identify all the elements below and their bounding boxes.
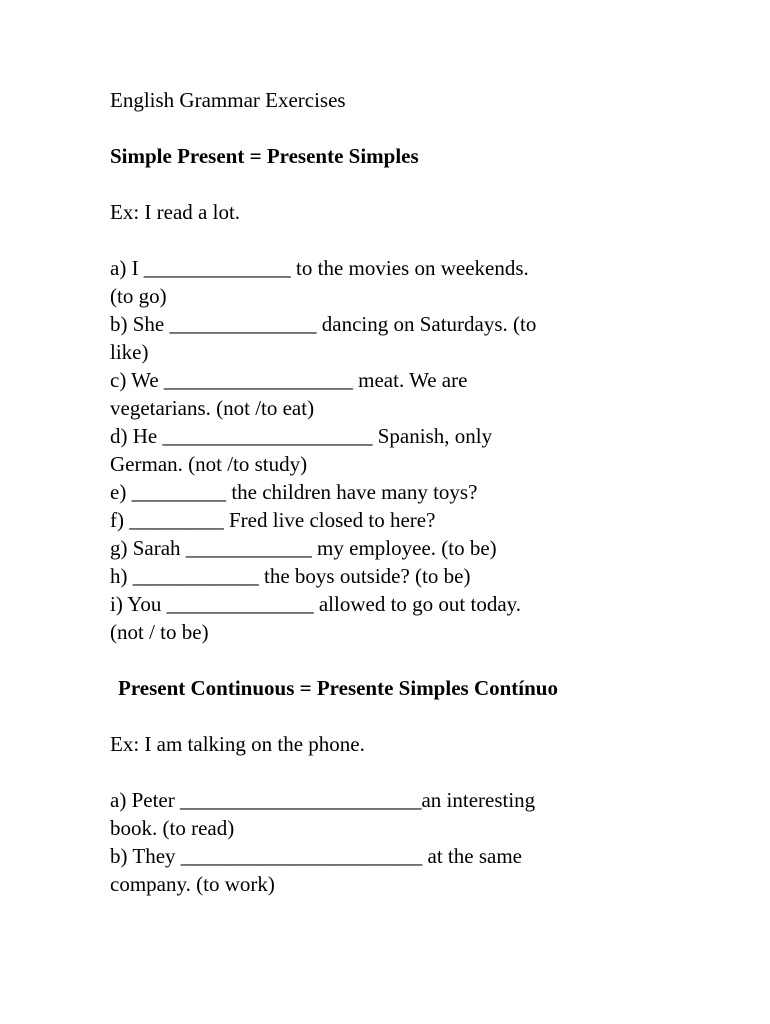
spacer xyxy=(110,758,670,786)
exercise-line: h) ____________ the boys outside? (to be) xyxy=(110,564,471,588)
exercise-line: (to go) xyxy=(110,284,167,308)
exercise-list-present-continuous xyxy=(110,786,670,898)
exercise-list-simple-present xyxy=(110,254,670,646)
spacer xyxy=(110,646,670,674)
exercise-line: (not / to be) xyxy=(110,620,209,644)
worksheet-page xyxy=(110,86,670,898)
exercise-line: b) They _______________________ at the same xyxy=(110,844,522,868)
exercise-line: company. (to work) xyxy=(110,872,275,896)
spacer xyxy=(110,702,670,730)
spacer xyxy=(110,226,670,254)
exercise-line: b) She ______________ dancing on Saturdays. (to xyxy=(110,312,537,336)
example-present-continuous: Ex: I am talking on the phone. xyxy=(110,732,365,756)
exercise-line: d) He ____________________ Spanish, only xyxy=(110,424,493,448)
spacer xyxy=(110,170,670,198)
exercise-line: a) Peter _______________________an interesting xyxy=(110,788,536,812)
exercise-line: vegetarians. (not /to eat) xyxy=(110,396,315,420)
spacer xyxy=(110,114,670,142)
exercise-line: German. (not /to study) xyxy=(110,452,308,476)
document-title: English Grammar Exercises xyxy=(110,88,346,112)
exercise-line: e) _________ the children have many toys? xyxy=(110,480,478,504)
exercise-line: like) xyxy=(110,340,149,364)
exercise-line: c) We __________________ meat. We are xyxy=(110,368,468,392)
exercise-line: f) _________ Fred live closed to here? xyxy=(110,508,436,532)
exercise-line: g) Sarah ____________ my employee. (to be) xyxy=(110,536,497,560)
exercise-line: i) You ______________ allowed to go out today. xyxy=(110,592,522,616)
exercise-line: a) I ______________ to the movies on weekends. xyxy=(110,256,529,280)
exercise-line: book. (to read) xyxy=(110,816,235,840)
example-simple-present: Ex: I read a lot. xyxy=(110,200,241,224)
section-heading-present-continuous: Present Continuous = Presente Simples Contínuo xyxy=(118,676,558,700)
section-heading-simple-present: Simple Present = Presente Simples xyxy=(110,144,419,168)
